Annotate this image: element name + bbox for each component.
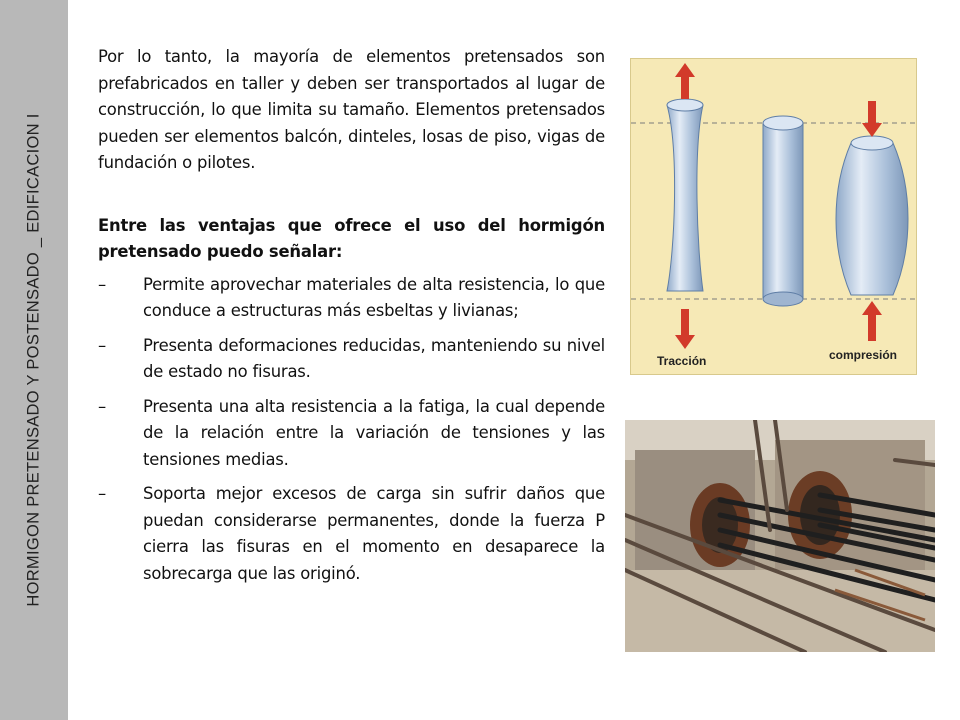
vertical-course-title: HORMIGON PRETENSADO Y POSTENSADO _ EDIFICACION I xyxy=(24,113,43,607)
intro-paragraph: Por lo tanto, la mayoría de elementos pretensados son prefabricados en taller y deben ser transportados al lugar de construcción, lo que limita su tamaño. Elementos pretensados pueden ser elementos balcón, dinteles, losas de piso, vigas de fundación o pilotes. xyxy=(98,47,605,172)
label-traction: Tracción xyxy=(657,354,707,368)
main-text-column xyxy=(98,44,605,595)
tension-compression-figure xyxy=(630,58,917,375)
list-item-text: Soporta mejor excesos de carga sin sufrir daños que puedan considerarse permanentes, donde la fuerza P cierra las fisuras en el momento en desaparece la sobrecarga que las originó. xyxy=(143,484,605,583)
list-item xyxy=(98,272,605,325)
tendon-anchors-photo xyxy=(625,420,935,652)
advantages-heading: Entre las ventajas que ofrece el uso del hormigón pretensado puedo señalar: xyxy=(98,215,605,261)
side-band xyxy=(0,0,68,720)
list-item xyxy=(98,333,605,386)
down-arrow-icon xyxy=(675,309,695,349)
bullet-dash: – xyxy=(98,274,106,294)
cylinders-illustration xyxy=(631,59,916,374)
label-compression: compresión xyxy=(829,348,898,362)
up-arrow-icon xyxy=(862,301,882,341)
list-item xyxy=(98,481,605,587)
bullet-dash: – xyxy=(98,396,106,416)
list-item-text: Presenta deformaciones reducidas, manteniendo su nivel de estado no fisuras. xyxy=(143,335,605,381)
up-arrow-icon xyxy=(675,63,695,99)
compression-cylinder xyxy=(836,136,908,295)
list-item-text: Presenta una alta resistencia a la fatiga, la cual depende de la relación entre la variación de tensiones y las tensiones medias. xyxy=(143,396,605,469)
bullet-dash: – xyxy=(98,335,106,355)
traction-cylinder xyxy=(667,99,703,291)
bullet-dash: – xyxy=(98,484,106,503)
list-item-text: Permite aprovechar materiales de alta resistencia, lo que conduce a estructuras más esbeltas y livianas; xyxy=(143,274,605,320)
down-arrow-icon xyxy=(862,101,882,137)
neutral-cylinder xyxy=(763,116,803,306)
list-item xyxy=(98,394,605,474)
advantages-list xyxy=(98,272,605,588)
tendons-illustration xyxy=(625,420,935,652)
